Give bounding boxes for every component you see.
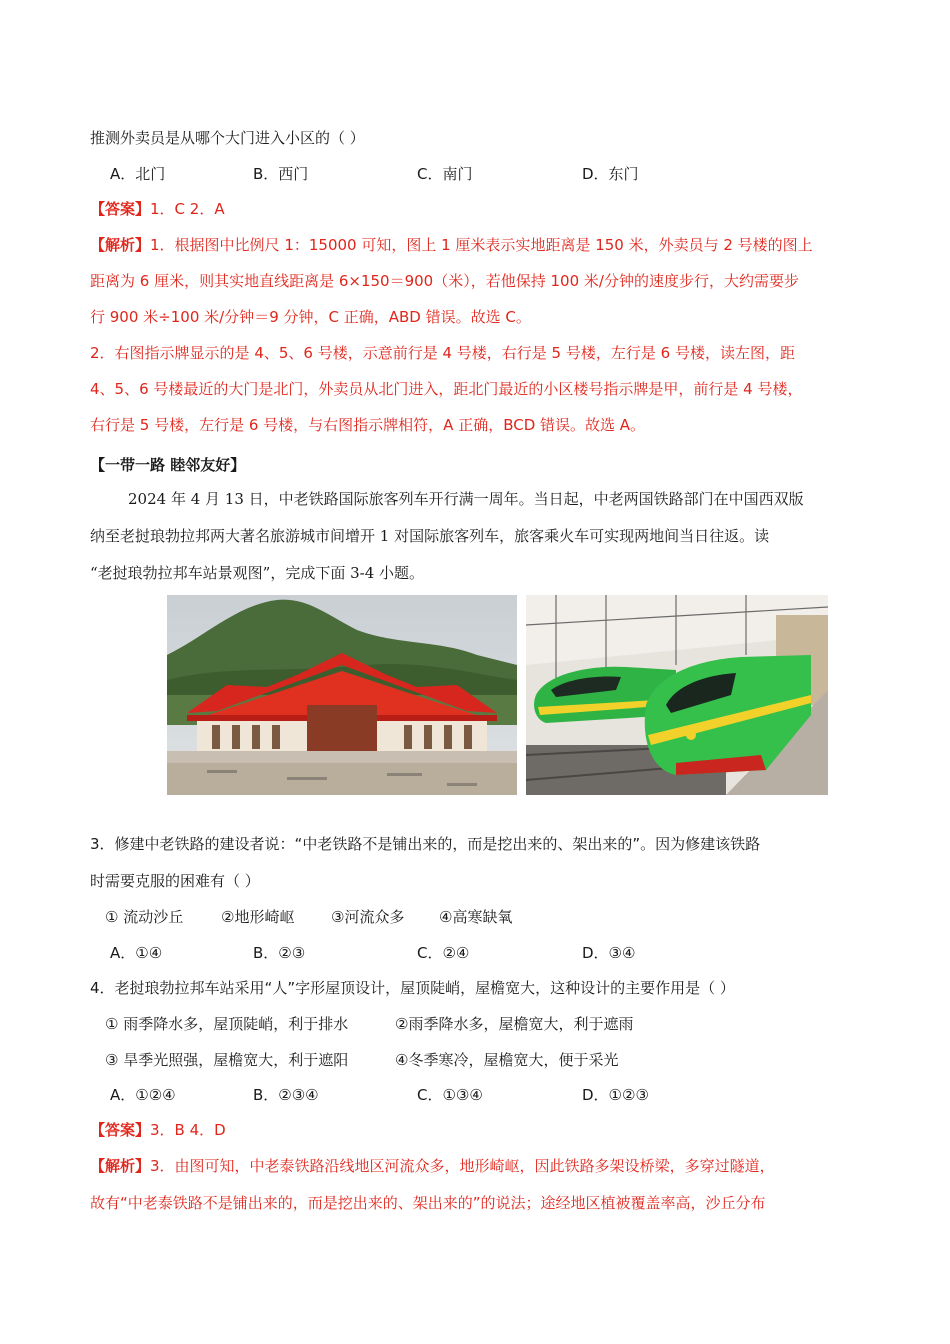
q3-option-c: C．②④ [417, 944, 470, 962]
answer-text: 1．C 2．A [150, 200, 225, 218]
section-heading: 【一带一路 睦邻友好】 [90, 456, 246, 474]
q3-item: ②地形崎岖 [221, 908, 295, 926]
explanation-line: 行 900 米÷100 米/分钟＝9 分钟，C 正确，ABD 错误。故选 C。 [90, 308, 531, 326]
q4-items-row1 [105, 1014, 805, 1034]
station-photo [167, 595, 517, 795]
q4-item: ④冬季寒冷，屋檐宽大，便于采光 [395, 1051, 619, 1069]
q2-option-b: B．西门 [253, 165, 309, 183]
q2-stem: 推测外卖员是从哪个大门进入小区的（ ） [90, 129, 365, 147]
q3-item: ④高寒缺氧 [439, 908, 513, 926]
q4-item: ① 雨季降水多，屋顶陡峭，利于排水 [105, 1015, 349, 1033]
q4-item: ②雨季降水多，屋檐宽大，利于遮雨 [395, 1015, 634, 1033]
explanation-line [90, 1156, 775, 1176]
q4-options [110, 1085, 810, 1105]
q4-option-c: C．①③④ [417, 1086, 483, 1104]
explanation-line: 距离为 6 厘米，则其实地直线距离是 6×150＝900（米），若他保持 100 米/分钟的速度步行，大约需要步 [90, 272, 799, 290]
explanation-line: 右行是 5 号楼，左行是 6 号楼，与右图指示牌相符，A 正确，BCD 错误。故选 A。 [90, 416, 646, 434]
answer-1-2 [90, 199, 225, 219]
answer-label: 【答案】 [90, 200, 151, 218]
intro-paragraph-line: 纳至老挝琅勃拉邦两大著名旅游城市间增开 1 对国际旅客列车，旅客乘火车可实现两地间当日往返。读 [90, 527, 770, 545]
explanation-line: 4、5、6 号楼最近的大门是北门，外卖员从北门进入，距北门最近的小区楼号指示牌是甲，前行是 4 号楼， [90, 380, 803, 398]
q3-stem: 3．修建中老铁路的建设者说：“中老铁路不是铺出来的，而是挖出来的、架出来的”。因为修建该铁路 [90, 835, 761, 853]
q3-items [105, 907, 805, 927]
answer-3-4 [90, 1120, 226, 1140]
q3-option-a: A．①④ [110, 944, 163, 962]
explanation-line: 2．右图指示牌显示的是 4、5、6 号楼，示意前行是 4 号楼，右行是 5 号楼，左行是 6 号楼，读左图，距 [90, 344, 795, 362]
answer-text: 3．B 4．D [150, 1121, 226, 1139]
explanation-text: 1．根据图中比例尺 1：15000 可知，图上 1 厘米表示实地距离是 150 米，外卖员与 2 号楼的图上 [150, 236, 813, 254]
intro-paragraph-line: “老挝琅勃拉邦车站景观图”，完成下面 3-4 小题。 [90, 564, 425, 582]
q4-option-a: A．①②④ [110, 1086, 176, 1104]
answer-label: 【答案】 [90, 1121, 151, 1139]
q4-item: ③ 旱季光照强，屋檐宽大，利于遮阳 [105, 1051, 349, 1069]
station-illustration [167, 595, 517, 795]
explanation-line [90, 235, 813, 255]
q3-option-d: D．③④ [582, 944, 636, 962]
q4-option-b: B．②③④ [253, 1086, 319, 1104]
q2-option-a: A．北门 [110, 165, 166, 183]
explanation-label: 【解析】 [90, 1157, 151, 1175]
q2-options [110, 164, 810, 184]
q2-option-d: D．东门 [582, 165, 639, 183]
explanation-label: 【解析】 [90, 236, 151, 254]
q3-stem-cont: 时需要克服的困难有（ ） [90, 872, 260, 890]
q3-item: ③河流众多 [331, 908, 405, 926]
q4-option-d: D．①②③ [582, 1086, 649, 1104]
intro-paragraph-line: 2024 年 4 月 13 日，中老铁路国际旅客列车开行满一周年。当日起，中老两国铁路部门在中国西双版 [128, 490, 804, 508]
q4-items-row2 [105, 1050, 805, 1070]
q3-option-b: B．②③ [253, 944, 306, 962]
q4-stem: 4．老挝琅勃拉邦车站采用“人”字形屋顶设计，屋顶陡峭，屋檐宽大，这种设计的主要作用是（ ） [90, 979, 735, 997]
train-illustration [526, 595, 828, 795]
q2-option-c: C．南门 [417, 165, 473, 183]
explanation-line: 故有“中老泰铁路不是铺出来的，而是挖出来的、架出来的”的说法；途经地区植被覆盖率高，沙丘分布 [90, 1194, 766, 1212]
train-photo [526, 595, 828, 795]
q3-options [110, 943, 810, 963]
explanation-text: 3．由图可知，中老泰铁路沿线地区河流众多，地形崎岖，因此铁路多架设桥梁，多穿过隧道， [150, 1157, 775, 1175]
q3-item: ① 流动沙丘 [105, 908, 184, 926]
